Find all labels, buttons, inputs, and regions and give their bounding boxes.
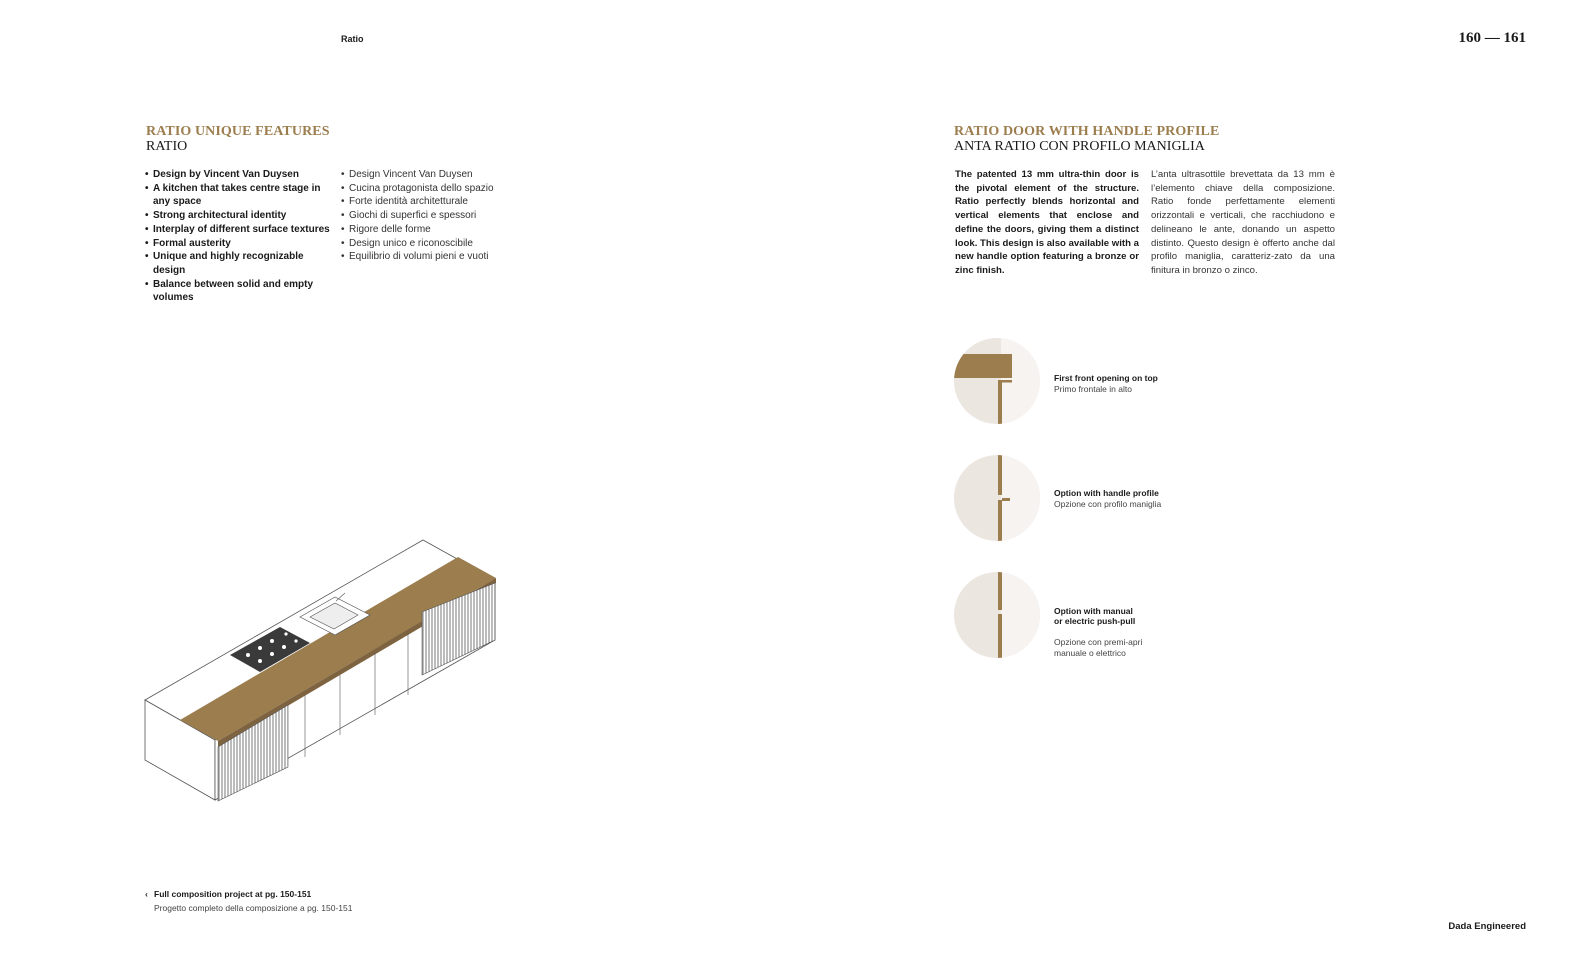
footnote-it: Progetto completo della composizione a pg. 150-151 — [154, 903, 353, 913]
option-top-opening-diagram — [954, 338, 1044, 428]
list-item: • Strong architectural identity — [145, 209, 331, 223]
option-push-pull-label — [1054, 595, 1142, 669]
features-heading — [146, 124, 330, 154]
list-item: • Unique and highly recognizable design — [145, 250, 331, 277]
list-item: • A kitchen that takes centre stage in any space — [145, 182, 331, 209]
option-en: Option with manual or electric push-pull — [1054, 605, 1136, 626]
option-en: Option with handle profile — [1054, 488, 1159, 498]
features-list-en — [145, 168, 331, 305]
list-item: • Design Vincent Van Duysen — [341, 168, 511, 182]
features-subtitle: RATIO — [146, 139, 188, 154]
list-item: • Equilibrio di volumi pieni e vuoti — [341, 250, 511, 264]
list-item: • Design unico e riconoscibile — [341, 237, 511, 251]
chevron-left-icon: ‹ — [145, 889, 148, 899]
option-handle-profile-label — [1054, 488, 1161, 509]
kitchen-island-illustration — [140, 535, 510, 815]
option-it: Opzione con premi-apri manuale o elettrico — [1054, 637, 1143, 658]
footnote-en: Full composition project at pg. 150-151 — [154, 889, 312, 899]
brand-logo: Dada Engineered — [1448, 921, 1526, 932]
list-item: • Forte identità architetturale — [341, 195, 511, 209]
option-en: First front opening on top — [1054, 373, 1158, 383]
list-item: • Formal austerity — [145, 237, 331, 251]
option-it: Primo frontale in alto — [1054, 383, 1132, 394]
list-item: • Cucina protagonista dello spazio — [341, 182, 511, 196]
page-numbers: 160 — 161 — [1458, 30, 1526, 46]
list-item: • Balance between solid and empty volumes — [145, 278, 331, 305]
option-push-pull-diagram — [954, 572, 1044, 662]
list-item: • Rigore delle forme — [341, 223, 511, 237]
door-subtitle: ANTA RATIO CON PROFILO MANIGLIA — [954, 139, 1205, 154]
features-title: RATIO UNIQUE FEATURES — [146, 124, 330, 139]
option-it: Opzione con profilo maniglia — [1054, 498, 1162, 509]
door-heading — [954, 124, 1219, 154]
door-title: RATIO DOOR WITH HANDLE PROFILE — [954, 124, 1220, 139]
list-item: • Giochi di superfici e spessori — [341, 209, 511, 223]
option-handle-profile-diagram — [954, 455, 1044, 545]
features-list-it — [341, 168, 511, 264]
section-label: Ratio — [341, 34, 364, 44]
door-description-it: L’anta ultrasottile brevettata da 13 mm è l’elemento chiave della composizione. Ratio fonde perfettamente elementi orizzontali e verticali, che racchiudono e delineano le ante, donando un aspetto distinto. Questo design è offerto anche dal profilo maniglia, caratteriz-zato da una finitura in bronzo o zinco. — [1151, 169, 1335, 276]
list-item: • Design by Vincent Van Duysen — [145, 168, 331, 182]
footnote[interactable] — [145, 887, 352, 915]
option-top-opening-label — [1054, 373, 1158, 394]
door-description-en: The patented 13 mm ultra-thin door is the pivotal element of the structure. Ratio perfectly blends horizontal and vertical elements that enclose and define the doors, giving them a distinct look. This design is also available with a new handle option featuring a bronze or zinc finish. — [955, 169, 1139, 276]
list-item: • Interplay of different surface textures — [145, 223, 331, 237]
